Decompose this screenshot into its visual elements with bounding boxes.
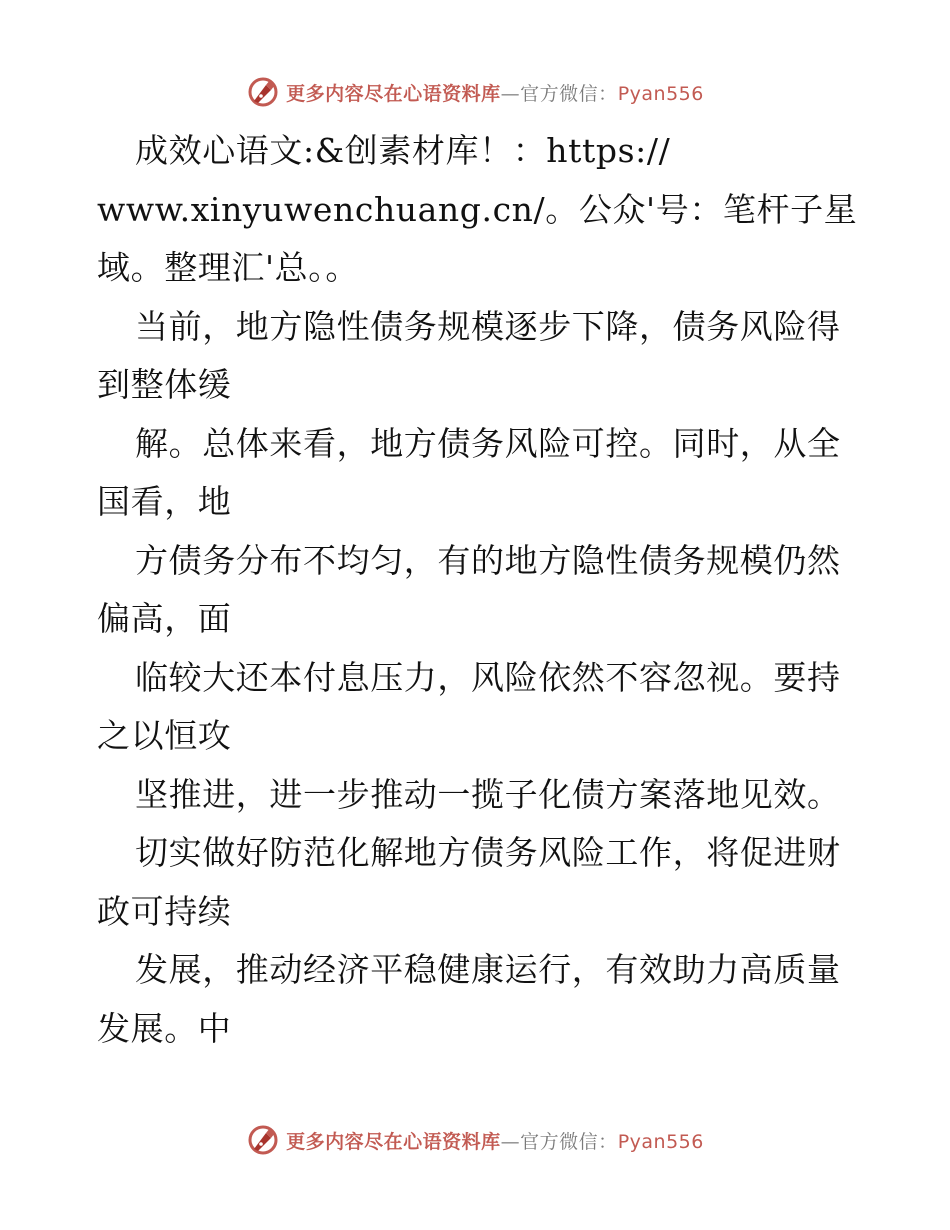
text-line: www.xinyuwenchuang.cn/。公众'号：笔杆子星 [97, 189, 857, 229]
banner-site-text: 更多内容尽在心语资料库 [286, 82, 501, 105]
document-body [97, 122, 857, 1058]
banner-dash: — [500, 1130, 521, 1153]
banner-text [286, 79, 704, 106]
text-line: 域。整理汇'总。。 [97, 248, 359, 287]
text-line: 之以恒攻 [97, 716, 232, 755]
pen-nib-circle-icon [246, 75, 280, 109]
text-line: 国看，地 [97, 482, 232, 521]
footer-banner [0, 1120, 950, 1160]
text-line: 当前，地方隐性债务规模逐步下降，债务风险得 [135, 306, 841, 346]
text-line: 政可持续 [97, 891, 232, 931]
banner-wechat-id: Pyan556 [617, 1130, 704, 1153]
pen-nib-circle-icon [246, 1123, 280, 1157]
text-line: 临较大还本付息压力，风险依然不容忽视。要持 [135, 657, 841, 697]
header-banner [0, 72, 950, 112]
banner-wechat-id: Pyan556 [617, 82, 704, 105]
text-line: 偏高，面 [97, 599, 232, 638]
text-line: 到整体缓 [97, 365, 232, 404]
text-line: 坚推进，进一步推动一揽子化债方案落地见效。 [135, 774, 841, 814]
banner-text [286, 1127, 704, 1154]
banner-dash: — [500, 82, 521, 105]
text-line: 成效心语文:&创素材库！：https:// [135, 131, 671, 170]
text-line: 发展。中 [97, 1008, 232, 1048]
text-line: 方债务分布不均匀，有的地方隐性债务规模仍然 [135, 540, 841, 580]
text-line: 切实做好防范化解地方债务风险工作，将促进财 [135, 833, 841, 872]
text-line: 解。总体来看，地方债务风险可控。同时，从全 [135, 423, 841, 463]
banner-wechat-label: 官方微信： [520, 1130, 618, 1153]
text-line: 发展，推动经济平稳健康运行，有效助力高质量 [135, 950, 841, 989]
banner-site-text: 更多内容尽在心语资料库 [286, 1130, 501, 1153]
banner-wechat-label: 官方微信： [520, 82, 618, 105]
